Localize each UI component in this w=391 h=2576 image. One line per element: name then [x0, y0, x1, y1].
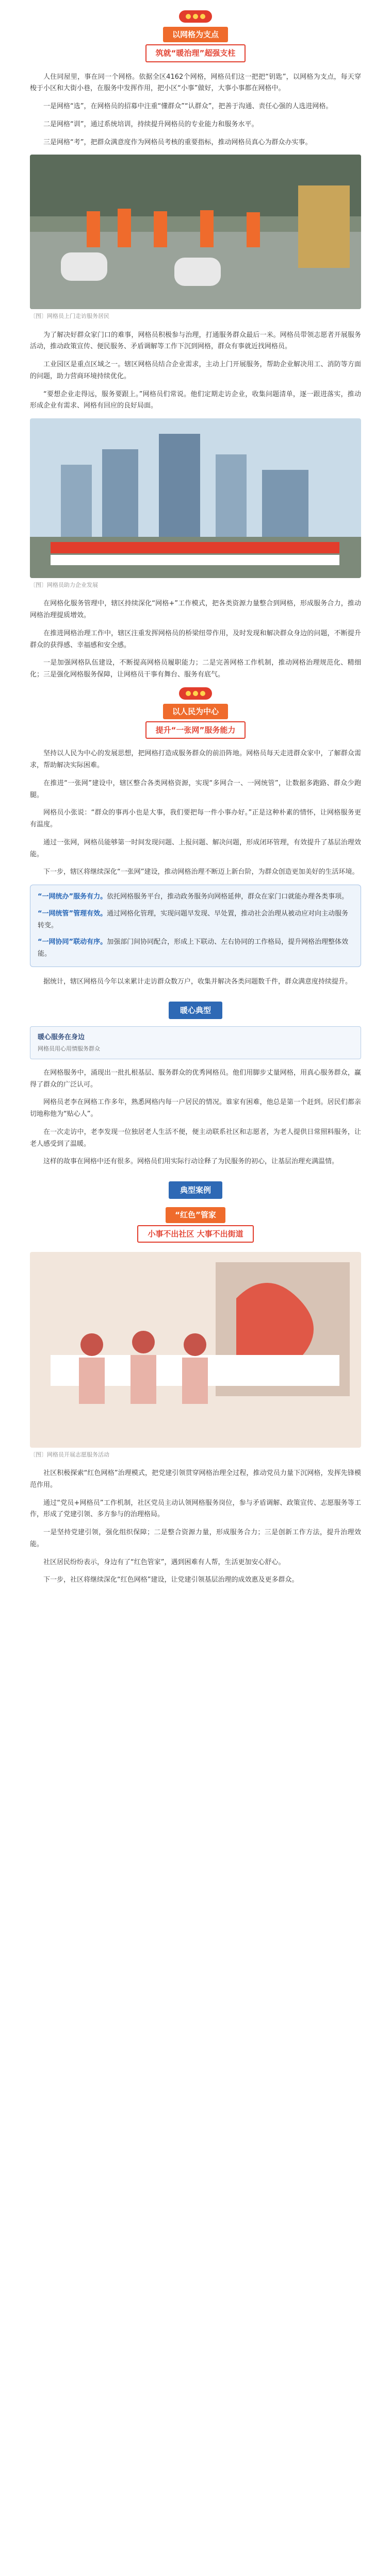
decor-badge-icon	[179, 10, 212, 23]
paragraph: “要想企业走得远，服务要跟上。”网格员们常说。他们定期走访企业，收集问题清单，逐一跟进落实，推动形成企业有需求、网格有回应的良好局面。	[30, 390, 361, 410]
paragraph: 一是加强网格队伍建设，不断提高网格员履职能力；二是完善网格工作机制，推动网格治理规范化、精细化；三是强化网格服务保障，让网格员干事有舞台、服务有底气。	[30, 659, 361, 679]
highlight-box	[30, 885, 361, 967]
case-box-title: 暖心服务在身边	[38, 1033, 85, 1041]
highlight-label: “一网统管”管理有效。	[38, 909, 107, 918]
paragraph: 在网格化服务管理中，辖区持续深化“网格+”工作模式，把各类资源力量整合到网格，形成服务合力，推动网格治理提质增效。	[30, 600, 361, 619]
section-header-line1: 以人民为中心	[163, 704, 228, 719]
paragraph: 坚持以人民为中心的发展思想，把网格打造成服务群众的前沿阵地。网格员每天走进群众家中，了解群众需求，帮助解决实际困难。	[30, 750, 361, 769]
paragraph: 二是网格“训”，通过系统培训，持续提升网格员的专业能力和服务水平。	[43, 120, 258, 128]
paragraph: 社区积极探索“红色网格”治理模式，把党建引领贯穿网格治理全过程，推动党员力量下沉网格，发挥先锋模范作用。	[30, 1469, 361, 1489]
highlight-label: “一网统办”服务有力。	[38, 893, 107, 901]
paragraph: 一是坚持党建引领，强化组织保障；二是整合资源力量，形成服务合力；三是创新工作方法，提升治理效能。	[30, 1529, 361, 1548]
paragraph: 下一步，辖区将继续深化“一张网”建设，推动网格治理不断迈上新台阶，为群众创造更加美好的生活环境。	[43, 868, 359, 876]
paragraph: 工业园区是重点区域之一。辖区网格员结合企业需求，主动上门开展服务，帮助企业解决用工、消防等方面的问题，助力营商环境持续优化。	[30, 361, 361, 380]
section-header-1	[30, 10, 361, 63]
case2-title	[30, 1206, 361, 1244]
paragraph: 网格员老李在网格工作多年，熟悉网格内每一户居民的情况。谁家有困难，他总是第一个赶到。居民们都亲切地称他为“贴心人”。	[30, 1098, 361, 1118]
highlight-label: “一网协同”联动有序。	[38, 938, 107, 946]
photo-caption: 〔图〕网格员上门走访服务居民	[30, 313, 109, 320]
highlight-text: 加强部门间协同配合，形成上下联动、左右协同的工作格局，提升网格治理整体效能。	[38, 938, 349, 958]
case-tag: 暖心典型	[169, 1002, 222, 1019]
case-box-subtitle: 网格员用心用情服务群众	[38, 1045, 100, 1052]
section-header-line2: 筑就“暖治理”超强支柱	[145, 44, 246, 62]
case-header-2	[30, 1181, 361, 1199]
paragraph: 在推进网格治理工作中，辖区注重发挥网格员的桥梁纽带作用，及时发现和解决群众身边的问题，不断提升群众的获得感、幸福感和安全感。	[30, 629, 361, 649]
section-header-3	[30, 687, 361, 740]
section-header-line2: 提升“一张网”服务能力	[145, 721, 246, 739]
highlight-item	[38, 937, 353, 960]
paragraph: 三是网格“考”，把群众满意度作为网格员考核的重要指标，推动网格员真心为群众办实事。	[43, 138, 312, 146]
paragraph: 社区居民纷纷表示，身边有了“红色管家”，遇到困难有人帮，生活更加安心舒心。	[43, 1558, 285, 1566]
paragraph: 在推进“一张网”建设中，辖区整合各类网格资源，实现“多网合一、一网统管”，让数据多跑路、群众少跑腿。	[30, 779, 361, 799]
case2-title-line2: 小事不出社区 大事不出街道	[137, 1225, 253, 1243]
case2-title-line1: “红色”管家	[166, 1207, 225, 1223]
paragraph: 这样的故事在网格中还有很多。网格员们用实际行动诠释了为民服务的初心，让基层治理充满温情。	[43, 1158, 339, 1166]
highlight-text: 通过网格化管理，实现问题早发现、早处置，推动社会治理从被动应对向主动服务转变。	[38, 909, 349, 929]
paragraph: 人住同屋里，事在同一个网格。依据全区4162个网格，网格员们这一把把“钥匙”，以网格为支点，每天穿梭于小区和大街小巷，在服务中发挥作用，把小区“小事”做好，大事小事都在网格中。	[30, 73, 361, 93]
paragraph: 网格员小张说：“群众的事再小也是大事，我们要把每一件小事办好。”正是这种朴素的情怀，让网格服务更有温度。	[30, 809, 361, 828]
photo-volunteer-activity	[30, 1252, 361, 1448]
paragraph: 据统计，辖区网格员今年以来累计走访群众数万户，收集并解决各类问题数千件，群众满意度持续提升。	[43, 977, 352, 986]
paragraph: 在一次走访中，老李发现一位独居老人生活不便，便主动联系社区和志愿者，为老人提供日常照料服务，让老人感受到了温暖。	[30, 1128, 361, 1148]
paragraph: 通过一张网，网格员能够第一时间发现问题、上报问题、解决问题，形成闭环管理，有效提升了基层治理效能。	[30, 838, 361, 858]
bottom-spacer	[30, 1592, 361, 1603]
photo-caption: 〔图〕网格员开展志愿服务活动	[30, 1451, 109, 1458]
decor-badge-icon	[179, 687, 212, 700]
paragraph: 一是网格“选”，在网格员的招募中注重“懂群众”“认群众”，把善于沟通、责任心强的人选进网格。	[43, 103, 333, 110]
paragraph: 通过“党员+网格员”工作机制，社区党员主动认领网格服务岗位，参与矛盾调解、政策宣传、志愿服务等工作，形成了党建引领、多方参与的治理格局。	[30, 1499, 361, 1519]
paragraph: 下一步，社区将继续深化“红色网格”建设，让党建引领基层治理的成效惠及更多群众。	[43, 1576, 299, 1584]
photo-caption: 〔图〕网格员助力企业发展	[30, 582, 98, 588]
highlight-item	[38, 908, 353, 932]
highlight-item	[38, 891, 353, 903]
section-header-line1: 以网格为支点	[163, 27, 228, 42]
photo-city-skyline	[30, 418, 361, 578]
paragraph: 在网格服务中，涌现出一批扎根基层、服务群众的优秀网格员。他们用脚步丈量网格，用真心服务群众，赢得了群众的广泛认可。	[30, 1069, 361, 1089]
paragraph: 为了解决好群众家门口的难事，网格员积极参与治理，打通服务群众最后一米。网格员带领志愿者开展服务活动，推动政策宣传、便民服务、矛盾调解等工作下沉到网格，群众有事就近找网格员。	[30, 331, 361, 351]
case-summary-box	[30, 1026, 361, 1059]
photo-street-scene	[30, 155, 361, 309]
case-tag: 典型案例	[169, 1181, 222, 1199]
highlight-text: 依托网格服务平台，推动政务服务向网格延伸，群众在家门口就能办理各类事项。	[107, 893, 349, 901]
case-header-1	[30, 1002, 361, 1019]
